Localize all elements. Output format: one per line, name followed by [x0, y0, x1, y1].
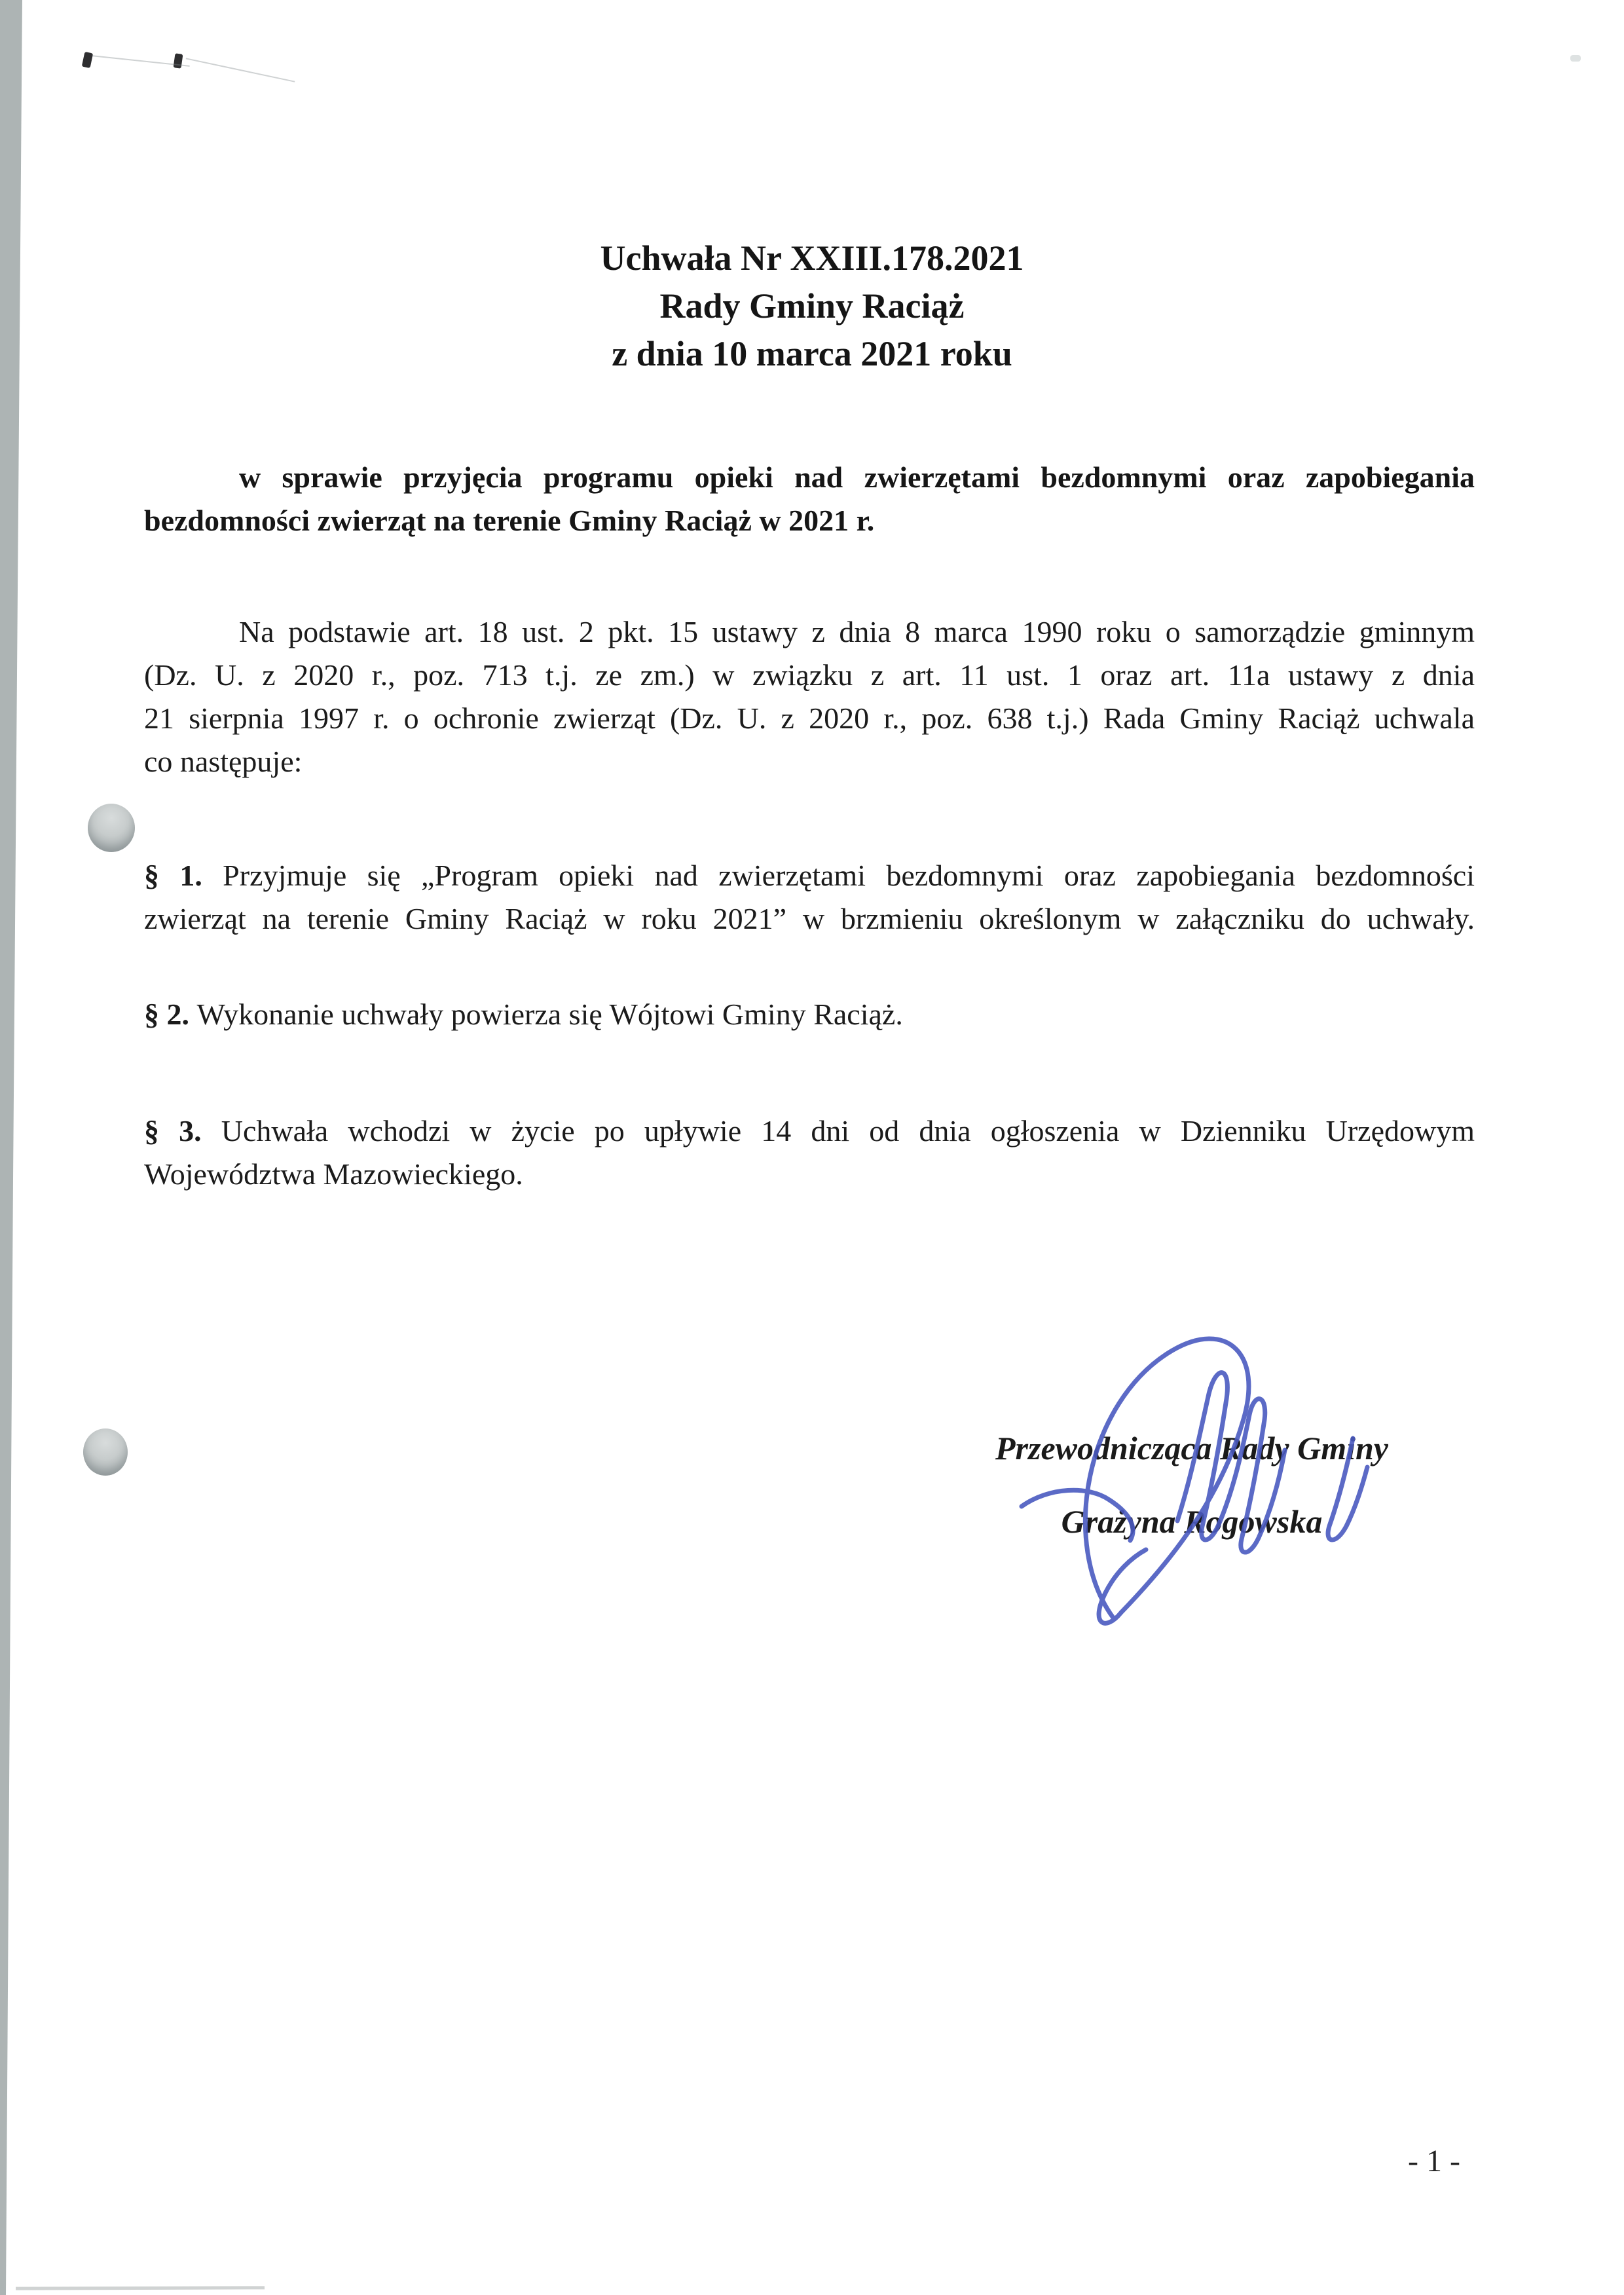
text-line: § 3. Uchwała wchodzi w życie po upływie 14 dni od dnia ogłoszenia w Dzienniku Urzędowym [144, 1114, 1475, 1148]
scan-speck [1570, 55, 1581, 62]
punch-hole-bottom [83, 1428, 128, 1476]
staple-mark-left [82, 52, 93, 68]
text-line: § 1. Przyjmuje się „Program opieki nad zwierzętami bezdomnymi oraz zapobiegania bezdomności [144, 859, 1475, 892]
title-line-3: z dnia 10 marca 2021 roku [612, 334, 1012, 373]
signature-role: Przewodnicząca Rady Gminy [995, 1430, 1388, 1466]
section-marker: § 1. [144, 859, 223, 892]
title-line-1: Uchwała Nr XXIII.178.2021 [600, 238, 1024, 278]
text-line: 21 sierpnia 1997 r. o ochronie zwierząt (Dz. U. z 2020 r., poz. 638 t.j.) Rada Gminy Raciąż uchwala [144, 701, 1475, 735]
subject-paragraph [144, 456, 1475, 542]
text-line: § 2. Wykonanie uchwały powierza się Wójtowi Gminy Raciąż. [144, 998, 903, 1031]
text-line: Województwa Mazowieckiego. [144, 1157, 523, 1191]
signature-name: Grażyna Rogowska [1061, 1503, 1323, 1540]
section-marker: § 2. [144, 998, 197, 1031]
text-line: (Dz. U. z 2020 r., poz. 713 t.j. ze zm.) w związku z art. 11 ust. 1 oraz art. 11a ustawy z dnia [144, 658, 1475, 692]
title-line-2: Rady Gminy Raciąż [659, 286, 965, 326]
punch-hole-top [88, 804, 135, 852]
text-line: co następuje: [144, 745, 303, 778]
text-line: Na podstawie art. 18 ust. 2 pkt. 15 ustawy z dnia 8 marca 1990 roku o samorządzie gminnym [239, 615, 1475, 648]
page-number: - 1 - [1408, 2144, 1460, 2178]
scan-scratch-line [186, 58, 295, 82]
staple-mark-right [174, 53, 183, 68]
section-2-paragraph [144, 993, 1475, 1036]
text-line: bezdomności zwierząt na terenie Gminy Raciąż w 2021 r. [144, 504, 875, 537]
document-title [0, 234, 1624, 378]
text-line: w sprawie przyjęcia programu opieki nad zwierzętami bezdomnymi oraz zapobiegania [239, 460, 1475, 494]
section-1-paragraph [144, 854, 1475, 941]
signature-block [930, 1429, 1454, 1540]
page-bottom-edge-line [16, 2286, 265, 2290]
signature-stroke-tail [1099, 1550, 1146, 1623]
section-marker: § 3. [144, 1114, 221, 1148]
section-3-paragraph [144, 1110, 1475, 1196]
text-line: zwierząt na terenie Gminy Raciąż w roku 2021” w brzmieniu określonym w załączniku do uchwały. [144, 902, 1475, 935]
legal-basis-paragraph [144, 610, 1475, 783]
